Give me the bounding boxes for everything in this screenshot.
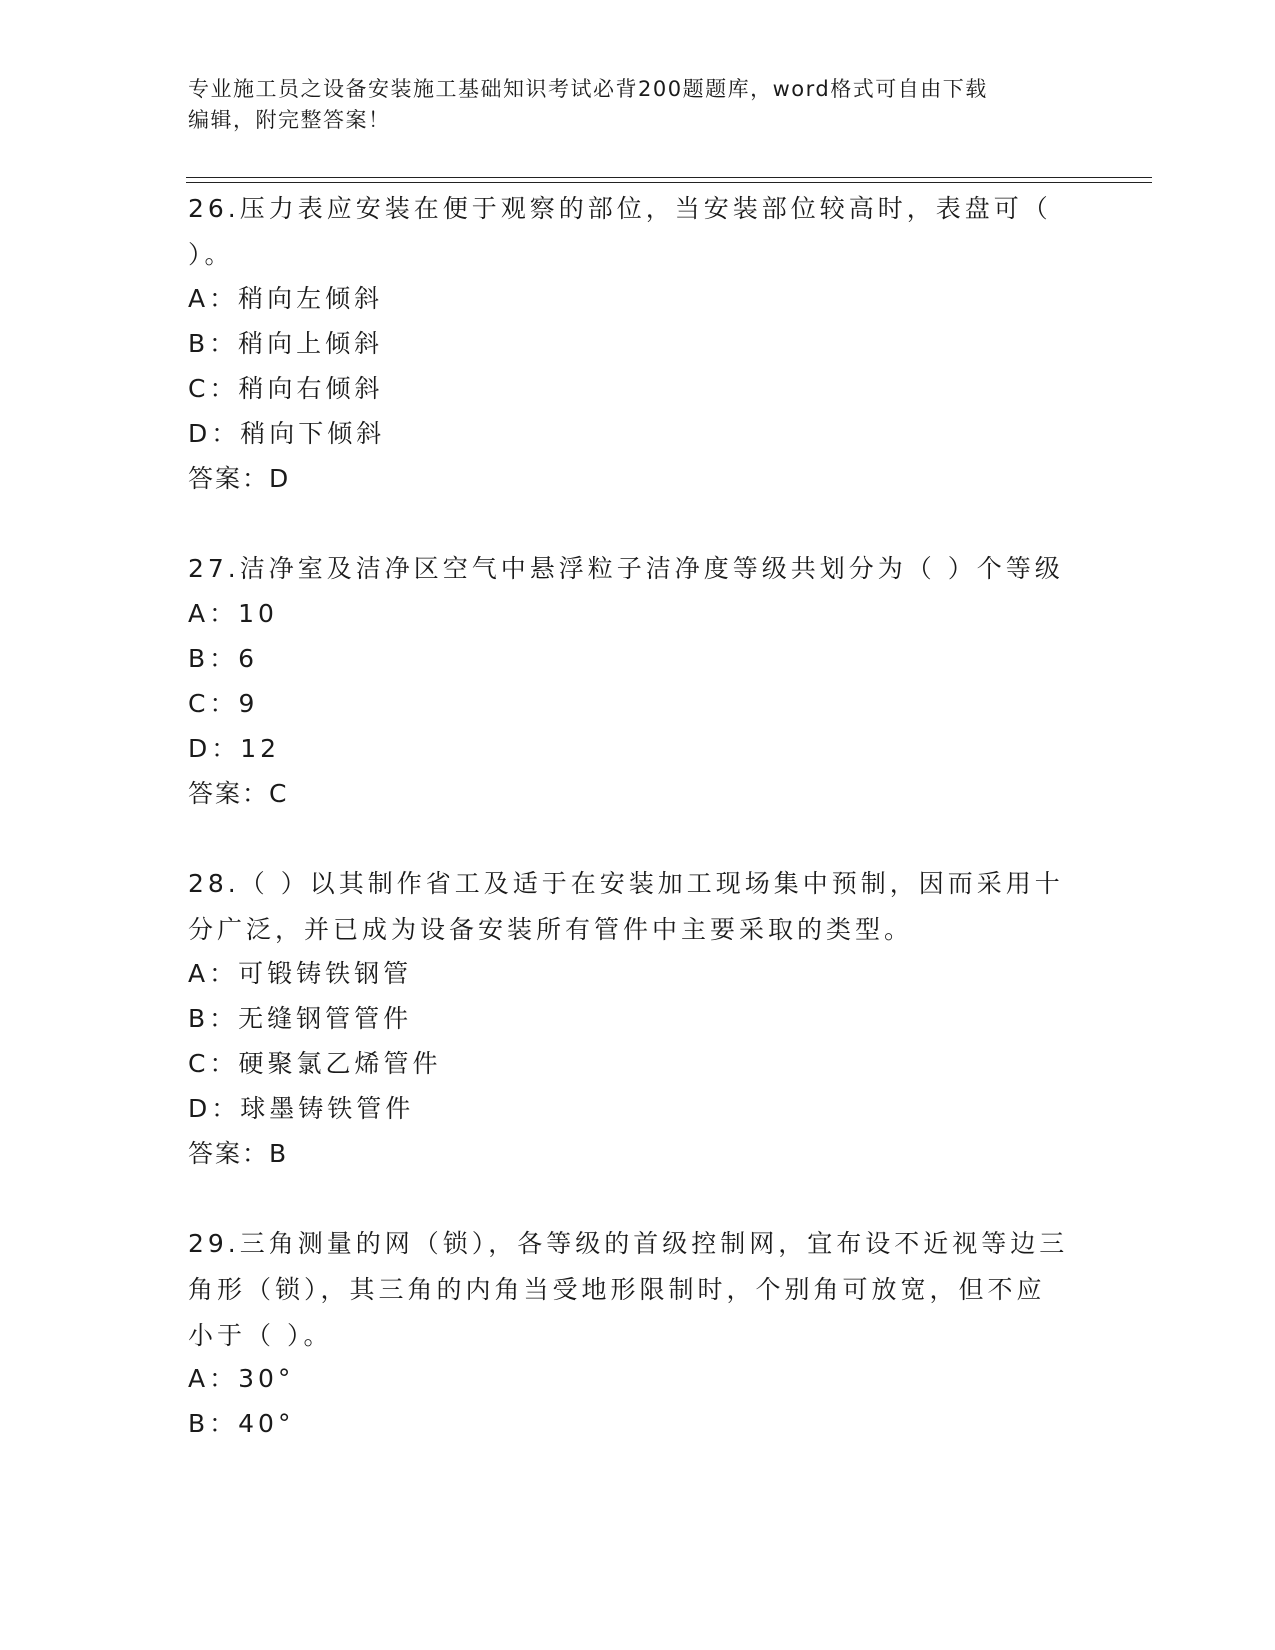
question-27-option-a: A：10: [188, 599, 278, 628]
header-line-1: 专业施工员之设备安装施工基础知识考试必背200题题库，word格式可自由下载: [188, 77, 988, 101]
question-29-text: [188, 1221, 1088, 1359]
question-line: ）。: [188, 240, 234, 269]
header-divider-bottom: [186, 182, 1152, 183]
question-28-option-b: B：无缝钢管管件: [188, 1004, 413, 1033]
question-26-option-d: D：稍向下倾斜: [188, 419, 386, 448]
question-line: 小于（ ）。: [188, 1321, 333, 1350]
question-26-answer: 答案：D: [188, 464, 291, 493]
question-26-option-b: B：稍向上倾斜: [188, 329, 384, 358]
question-27-option-d: D：12: [188, 734, 281, 763]
document-header: [188, 74, 1088, 136]
question-26-option-c: C：稍向右倾斜: [188, 374, 384, 403]
question-28-answer: 答案：B: [188, 1139, 289, 1168]
question-28-option-a: A：可锻铸铁钢管: [188, 959, 413, 988]
header-line-2: 编辑，附完整答案！: [188, 108, 391, 132]
question-27-option-b: B：6: [188, 644, 259, 673]
question-29-option-a: A：30°: [188, 1364, 295, 1393]
question-28-option-d: D：球墨铸铁管件: [188, 1094, 415, 1123]
question-line: 分广泛，并已成为设备安装所有管件中主要采取的类型。: [188, 915, 914, 944]
question-line: 29.三角测量的网（锁），各等级的首级控制网，宜布设不近视等边三: [188, 1229, 1069, 1258]
question-27-answer: 答案：C: [188, 779, 289, 808]
header-divider-top: [186, 177, 1152, 178]
question-26-text: [188, 186, 1088, 278]
question-27-option-c: C：9: [188, 689, 259, 718]
question-line: 27.洁净室及洁净区空气中悬浮粒子洁净度等级共划分为（ ）个等级: [188, 554, 1064, 583]
question-27-text: [188, 546, 1088, 592]
question-line: 26.压力表应安装在便于观察的部位，当安装部位较高时，表盘可（: [188, 194, 1052, 223]
question-28-option-c: C：硬聚氯乙烯管件: [188, 1049, 442, 1078]
question-line: 28.（ ）以其制作省工及适于在安装加工现场集中预制，因而采用十: [188, 869, 1064, 898]
question-line: 角形（锁），其三角的内角当受地形限制时，个别角可放宽，但不应: [188, 1275, 1046, 1304]
question-29-option-b: B：40°: [188, 1409, 295, 1438]
question-28-text: [188, 861, 1088, 953]
question-26-option-a: A：稍向左倾斜: [188, 284, 384, 313]
